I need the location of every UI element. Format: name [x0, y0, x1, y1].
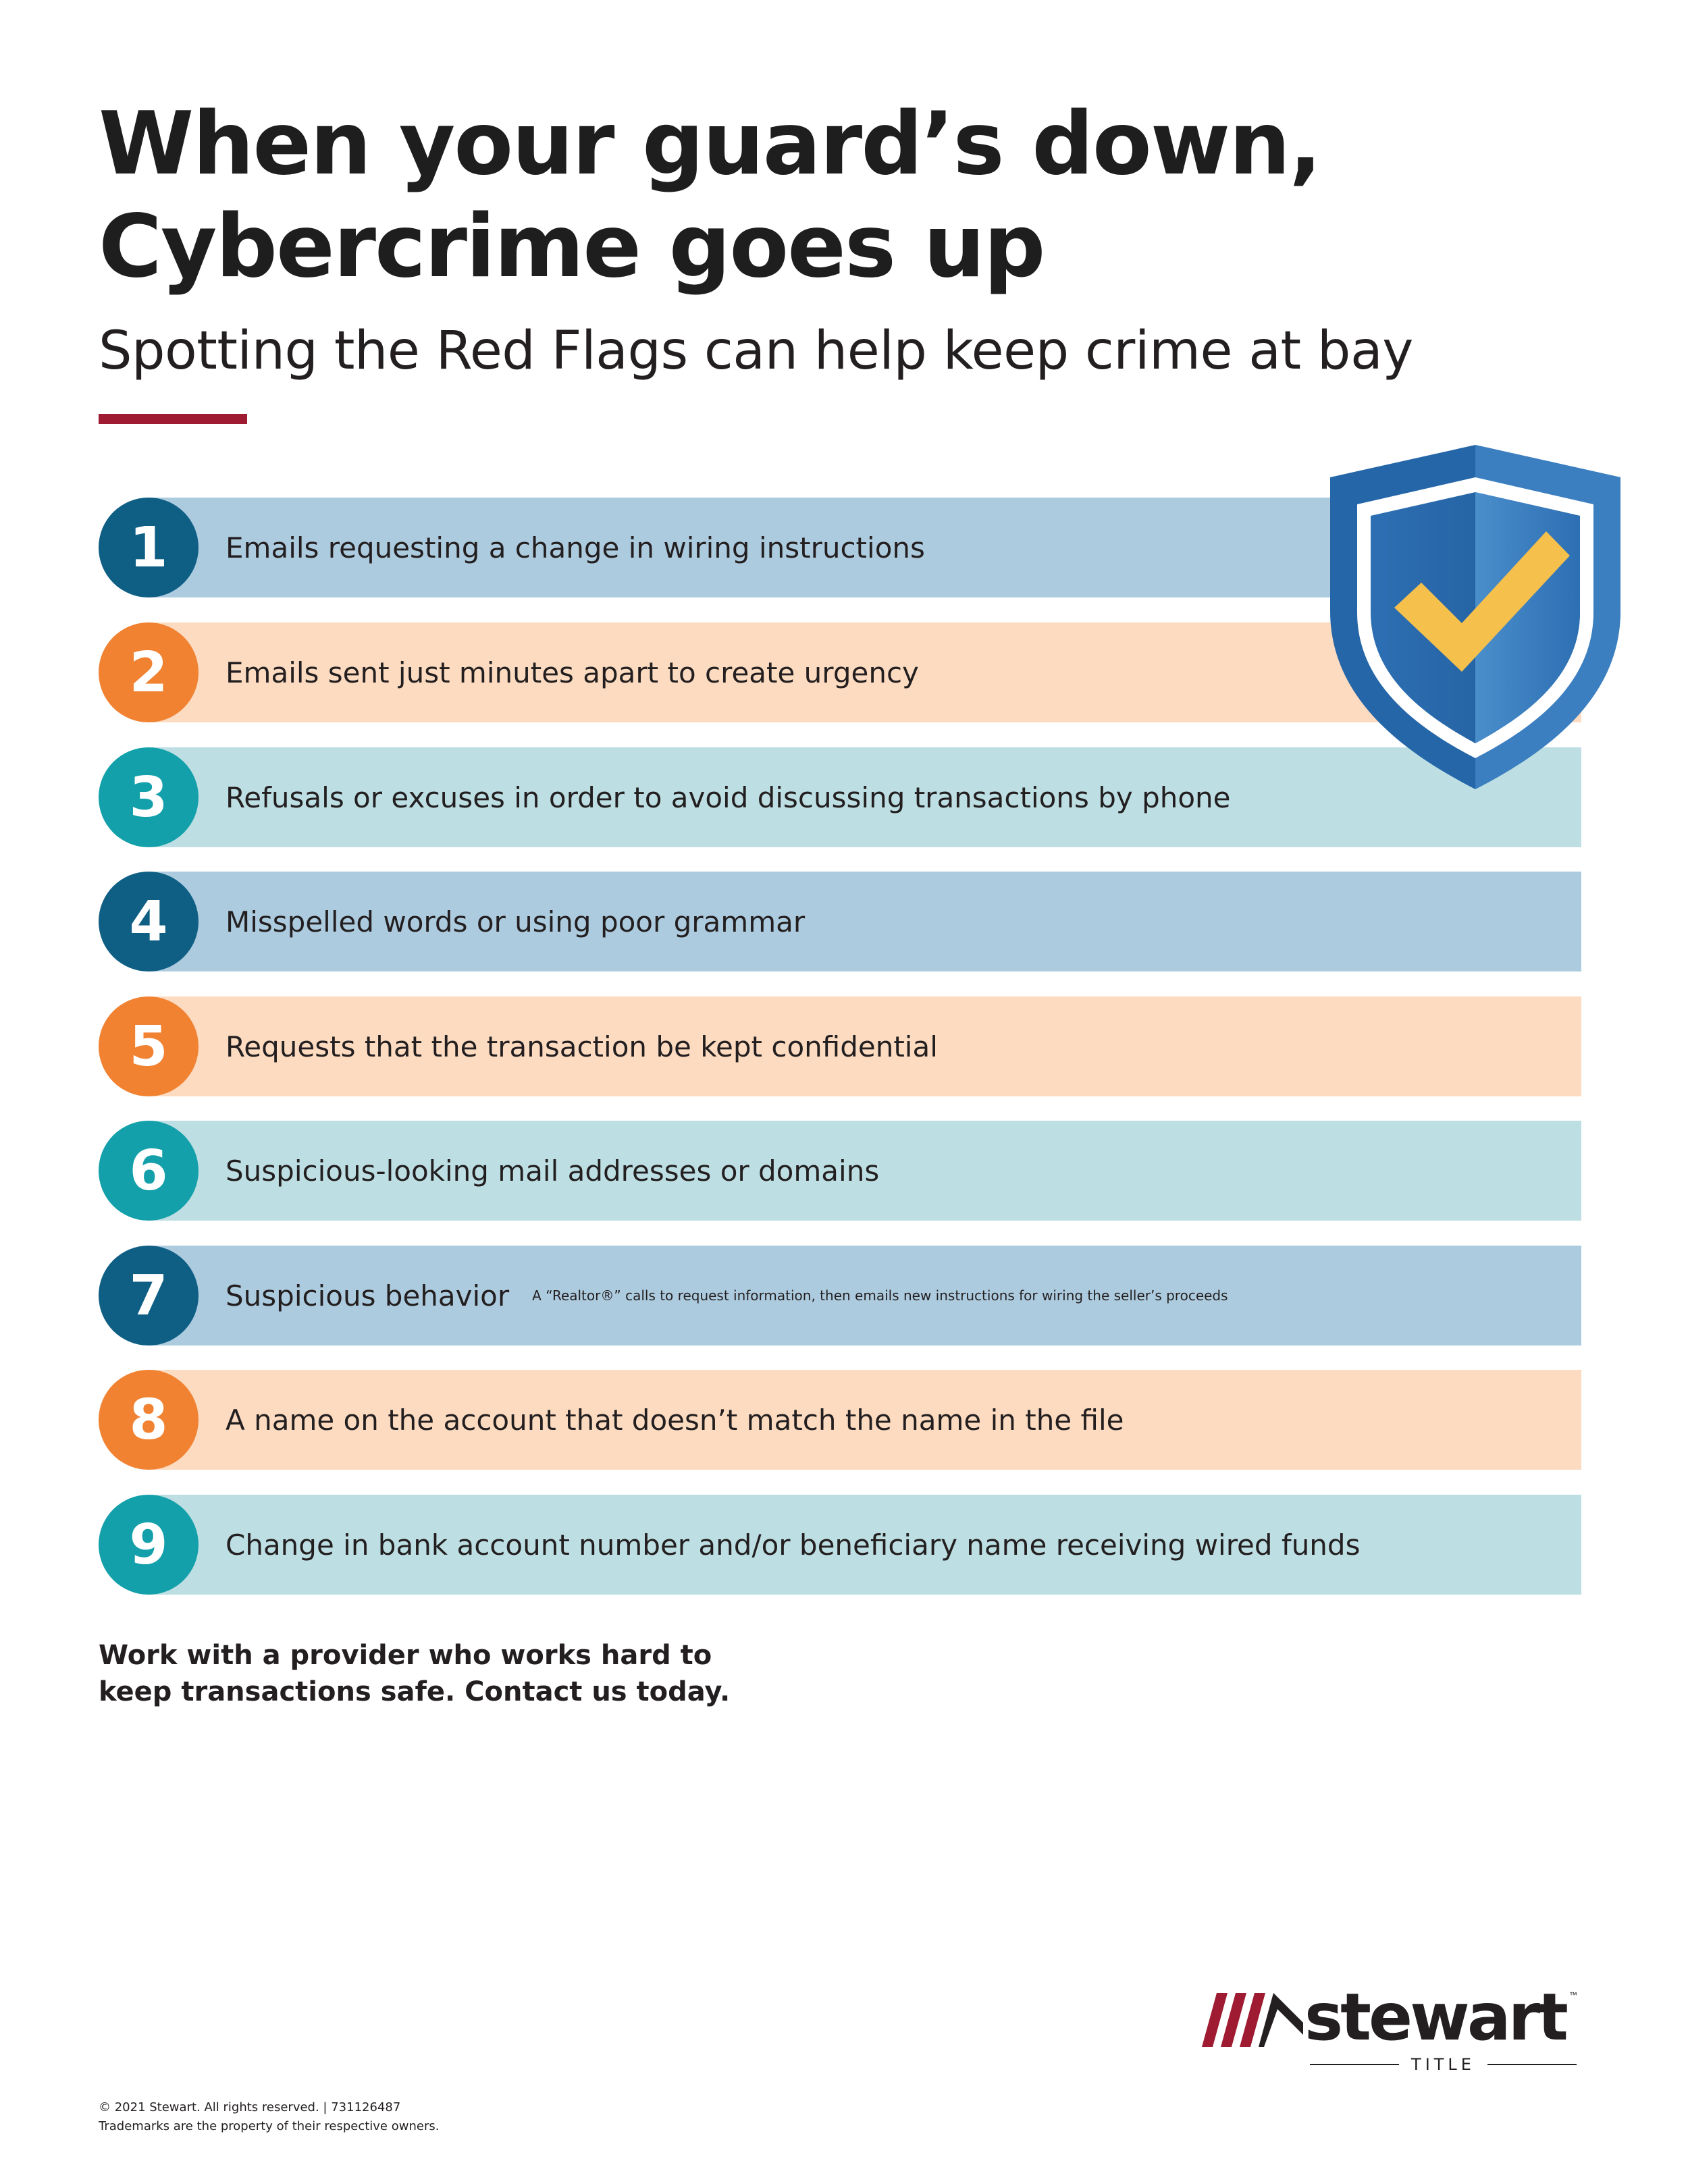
flag-text — [226, 1246, 1228, 1346]
title-line-2: Cybercrime goes up — [99, 196, 1045, 297]
logo-subtext: TITLE — [1411, 2055, 1475, 2074]
red-flag-item — [99, 872, 1581, 971]
flag-text: A name on the account that doesn’t match the name in the file — [226, 1403, 1124, 1437]
logo-trademark: ™ — [1569, 1990, 1577, 2000]
flag-number: 5 — [99, 996, 199, 1096]
flag-number: 7 — [99, 1246, 199, 1346]
page-title — [99, 93, 1321, 298]
flag-text: Emails sent just minutes apart to create urgency — [226, 656, 919, 689]
flag-note: A “Realtor®” calls to request information, then emails new instructions for wiring the seller’s proceeds — [532, 1287, 1228, 1304]
red-flag-item — [99, 1121, 1581, 1221]
stewart-title-logo — [1202, 1979, 1580, 2079]
call-to-action — [99, 1637, 730, 1710]
flag-number: 2 — [99, 622, 199, 722]
cta-line-1: Work with a provider who works hard to — [99, 1640, 712, 1671]
roof-stripes-icon — [1202, 1993, 1303, 2047]
red-flag-item — [99, 996, 1581, 1096]
flag-number: 1 — [99, 498, 199, 597]
flag-number: 3 — [99, 747, 199, 847]
red-flag-item — [99, 1495, 1581, 1595]
cta-line-2: keep transactions safe. Contact us today. — [99, 1676, 731, 1707]
flag-number: 8 — [99, 1370, 199, 1470]
logo-subline — [1310, 2052, 1577, 2077]
red-flag-item — [99, 1370, 1581, 1470]
accent-divider — [99, 414, 247, 424]
trademark-line: Trademarks are the property of their respective owners. — [99, 2119, 440, 2133]
flag-text: Misspelled words or using poor grammar — [226, 905, 806, 938]
legal-footer — [99, 2098, 439, 2136]
logo-wordmark: stewart — [1304, 1979, 1566, 2055]
logo-rule-right — [1487, 2064, 1577, 2065]
flag-text: Requests that the transaction be kept confidential — [226, 1030, 938, 1063]
red-flag-item — [99, 1246, 1581, 1346]
flag-text: Refusals or excuses in order to avoid discussing transactions by phone — [226, 780, 1231, 814]
flag-number: 9 — [99, 1495, 199, 1595]
flag-text-main: Suspicious behavior — [226, 1279, 510, 1312]
copyright-line: © 2021 Stewart. All rights reserved. | 731126487 — [99, 2100, 401, 2114]
flag-number: 4 — [99, 872, 199, 971]
flag-number: 6 — [99, 1121, 199, 1221]
flag-text: Change in bank account number and/or beneficiary name receiving wired funds — [226, 1528, 1361, 1562]
shield-check-icon — [1323, 442, 1627, 793]
flag-text: Suspicious-looking mail addresses or domains — [226, 1154, 880, 1188]
page-subtitle: Spotting the Red Flags can help keep crime at bay — [99, 321, 1413, 381]
logo-rule-left — [1310, 2064, 1399, 2065]
flag-text: Emails requesting a change in wiring instructions — [226, 531, 925, 564]
title-line-1: When your guard’s down, — [99, 94, 1321, 194]
